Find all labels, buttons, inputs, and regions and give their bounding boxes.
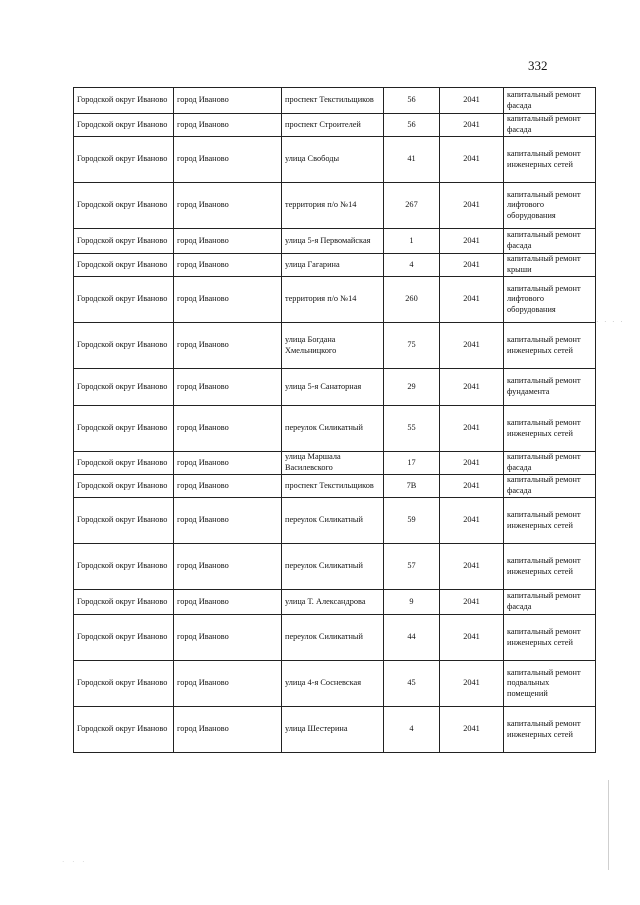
municipality-cell: Городской округ Иваново bbox=[74, 475, 174, 498]
municipality-cell: Городской округ Иваново bbox=[74, 661, 174, 707]
house-number-cell: 1 bbox=[384, 229, 440, 254]
street-cell: улица Шестерина bbox=[282, 707, 384, 753]
street-cell: переулок Силикатный bbox=[282, 544, 384, 590]
house-number-cell: 17 bbox=[384, 452, 440, 475]
municipality-cell: Городской округ Иваново bbox=[74, 229, 174, 254]
house-number-cell: 29 bbox=[384, 369, 440, 406]
table-row bbox=[74, 183, 596, 229]
city-cell: город Иваново bbox=[174, 137, 282, 183]
work-type-cell: капитальный ремонт лифтового оборудования bbox=[504, 183, 596, 229]
year-cell: 2041 bbox=[440, 661, 504, 707]
municipality-cell: Городской округ Иваново bbox=[74, 254, 174, 277]
municipality-cell: Городской округ Иваново bbox=[74, 183, 174, 229]
table-row bbox=[74, 254, 596, 277]
work-type-cell: капитальный ремонт фасада bbox=[504, 452, 596, 475]
municipality-cell: Городской округ Иваново bbox=[74, 323, 174, 369]
table-row bbox=[74, 277, 596, 323]
street-cell: территория п/о №14 bbox=[282, 277, 384, 323]
street-cell: территория п/о №14 bbox=[282, 183, 384, 229]
year-cell: 2041 bbox=[440, 229, 504, 254]
work-type-cell: капитальный ремонт фасада bbox=[504, 229, 596, 254]
city-cell: город Иваново bbox=[174, 475, 282, 498]
table-row bbox=[74, 88, 596, 114]
city-cell: город Иваново bbox=[174, 452, 282, 475]
house-number-cell: 56 bbox=[384, 114, 440, 137]
year-cell: 2041 bbox=[440, 707, 504, 753]
house-number-cell: 260 bbox=[384, 277, 440, 323]
municipality-cell: Городской округ Иваново bbox=[74, 369, 174, 406]
table-row bbox=[74, 323, 596, 369]
work-type-cell: капитальный ремонт инженерных сетей bbox=[504, 707, 596, 753]
year-cell: 2041 bbox=[440, 475, 504, 498]
year-cell: 2041 bbox=[440, 544, 504, 590]
municipality-cell: Городской округ Иваново bbox=[74, 406, 174, 452]
work-type-cell: капитальный ремонт инженерных сетей bbox=[504, 498, 596, 544]
municipality-cell: Городской округ Иваново bbox=[74, 544, 174, 590]
year-cell: 2041 bbox=[440, 498, 504, 544]
street-cell: улица 5-я Первомайская bbox=[282, 229, 384, 254]
street-cell: улица Т. Александрова bbox=[282, 590, 384, 615]
municipality-cell: Городской округ Иваново bbox=[74, 452, 174, 475]
work-type-cell: капитальный ремонт фасада bbox=[504, 590, 596, 615]
work-type-cell: капитальный ремонт инженерных сетей bbox=[504, 137, 596, 183]
house-number-cell: 59 bbox=[384, 498, 440, 544]
city-cell: город Иваново bbox=[174, 88, 282, 114]
municipality-cell: Городской округ Иваново bbox=[74, 88, 174, 114]
scan-artifact: · · · bbox=[62, 858, 88, 866]
year-cell: 2041 bbox=[440, 88, 504, 114]
page-number: 332 bbox=[528, 58, 548, 73]
city-cell: город Иваново bbox=[174, 406, 282, 452]
year-cell: 2041 bbox=[440, 369, 504, 406]
year-cell: 2041 bbox=[440, 406, 504, 452]
street-cell: улица Свободы bbox=[282, 137, 384, 183]
municipality-cell: Городской округ Иваново bbox=[74, 615, 174, 661]
house-number-cell: 9 bbox=[384, 590, 440, 615]
year-cell: 2041 bbox=[440, 615, 504, 661]
work-type-cell: капитальный ремонт фасада bbox=[504, 88, 596, 114]
table-row bbox=[74, 137, 596, 183]
table-row bbox=[74, 406, 596, 452]
street-cell: улица 4-я Сосневская bbox=[282, 661, 384, 707]
municipality-cell: Городской округ Иваново bbox=[74, 114, 174, 137]
house-number-cell: 267 bbox=[384, 183, 440, 229]
house-number-cell: 75 bbox=[384, 323, 440, 369]
municipality-cell: Городской округ Иваново bbox=[74, 277, 174, 323]
city-cell: город Иваново bbox=[174, 544, 282, 590]
work-type-cell: капитальный ремонт фасада bbox=[504, 114, 596, 137]
city-cell: город Иваново bbox=[174, 277, 282, 323]
year-cell: 2041 bbox=[440, 114, 504, 137]
work-type-cell: капитальный ремонт фасада bbox=[504, 475, 596, 498]
work-type-cell: капитальный ремонт фундамента bbox=[504, 369, 596, 406]
house-number-cell: 44 bbox=[384, 615, 440, 661]
city-cell: город Иваново bbox=[174, 498, 282, 544]
street-cell: проспект Строителей bbox=[282, 114, 384, 137]
municipality-cell: Городской округ Иваново bbox=[74, 707, 174, 753]
table-row bbox=[74, 661, 596, 707]
table-row bbox=[74, 369, 596, 406]
year-cell: 2041 bbox=[440, 254, 504, 277]
repair-schedule-table bbox=[73, 87, 596, 753]
city-cell: город Иваново bbox=[174, 229, 282, 254]
street-cell: переулок Силикатный bbox=[282, 498, 384, 544]
municipality-cell: Городской округ Иваново bbox=[74, 590, 174, 615]
table-row bbox=[74, 475, 596, 498]
work-type-cell: капитальный ремонт инженерных сетей bbox=[504, 323, 596, 369]
street-cell: переулок Силикатный bbox=[282, 615, 384, 661]
house-number-cell: 55 bbox=[384, 406, 440, 452]
table-row bbox=[74, 452, 596, 475]
city-cell: город Иваново bbox=[174, 323, 282, 369]
house-number-cell: 56 bbox=[384, 88, 440, 114]
year-cell: 2041 bbox=[440, 277, 504, 323]
work-type-cell: капитальный ремонт инженерных сетей bbox=[504, 406, 596, 452]
table-row bbox=[74, 229, 596, 254]
work-type-cell: капитальный ремонт инженерных сетей bbox=[504, 615, 596, 661]
house-number-cell: 4 bbox=[384, 254, 440, 277]
street-cell: улица Богдана Хмельницкого bbox=[282, 323, 384, 369]
table-row bbox=[74, 114, 596, 137]
year-cell: 2041 bbox=[440, 137, 504, 183]
city-cell: город Иваново bbox=[174, 615, 282, 661]
city-cell: город Иваново bbox=[174, 369, 282, 406]
year-cell: 2041 bbox=[440, 590, 504, 615]
year-cell: 2041 bbox=[440, 183, 504, 229]
house-number-cell: 57 bbox=[384, 544, 440, 590]
street-cell: проспект Текстильщиков bbox=[282, 475, 384, 498]
city-cell: город Иваново bbox=[174, 114, 282, 137]
street-cell: проспект Текстильщиков bbox=[282, 88, 384, 114]
work-type-cell: капитальный ремонт лифтового оборудования bbox=[504, 277, 596, 323]
table-row bbox=[74, 544, 596, 590]
street-cell: улица Маршала Василевского bbox=[282, 452, 384, 475]
city-cell: город Иваново bbox=[174, 707, 282, 753]
work-type-cell: капитальный ремонт подвальных помещений bbox=[504, 661, 596, 707]
year-cell: 2041 bbox=[440, 452, 504, 475]
street-cell: улица Гагарина bbox=[282, 254, 384, 277]
work-type-cell: капитальный ремонт инженерных сетей bbox=[504, 544, 596, 590]
table-row bbox=[74, 498, 596, 544]
street-cell: улица 5-я Санаторная bbox=[282, 369, 384, 406]
house-number-cell: 7В bbox=[384, 475, 440, 498]
work-type-cell: капитальный ремонт крыши bbox=[504, 254, 596, 277]
city-cell: город Иваново bbox=[174, 183, 282, 229]
scan-artifact: · · · · bbox=[596, 318, 625, 326]
city-cell: город Иваново bbox=[174, 254, 282, 277]
municipality-cell: Городской округ Иваново bbox=[74, 498, 174, 544]
table-row bbox=[74, 590, 596, 615]
scan-edge-line bbox=[608, 780, 609, 870]
municipality-cell: Городской округ Иваново bbox=[74, 137, 174, 183]
year-cell: 2041 bbox=[440, 323, 504, 369]
table-row bbox=[74, 615, 596, 661]
house-number-cell: 41 bbox=[384, 137, 440, 183]
table-row bbox=[74, 707, 596, 753]
house-number-cell: 45 bbox=[384, 661, 440, 707]
street-cell: переулок Силикатный bbox=[282, 406, 384, 452]
city-cell: город Иваново bbox=[174, 661, 282, 707]
city-cell: город Иваново bbox=[174, 590, 282, 615]
house-number-cell: 4 bbox=[384, 707, 440, 753]
